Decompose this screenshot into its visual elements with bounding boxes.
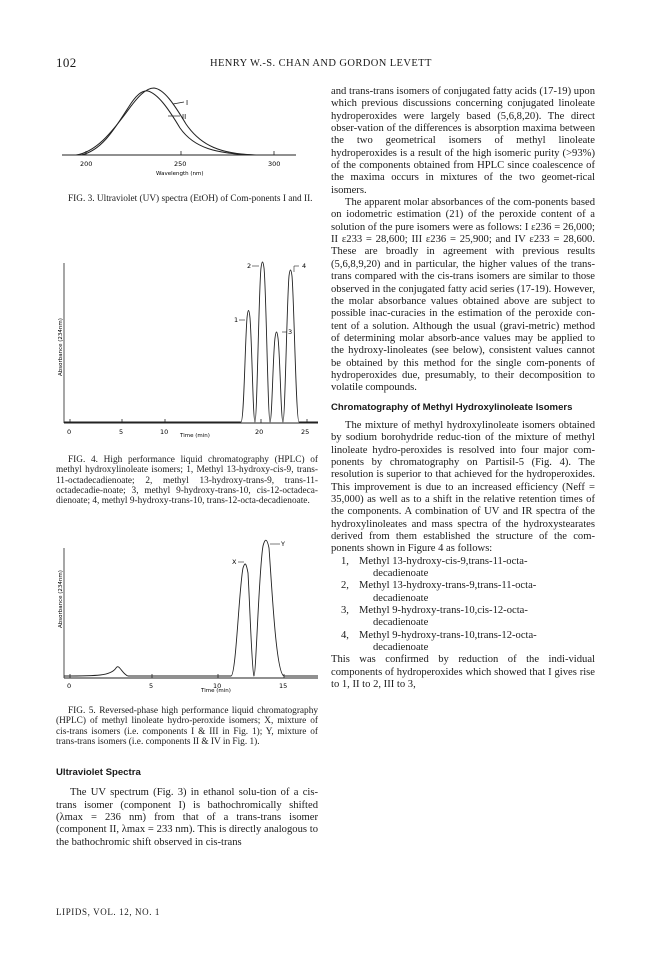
list-item: 1, Methyl 13-hydroxy-cis-9,trans-11-octa- decadienoate: [341, 555, 528, 580]
fig4-xlabel: Time (min): [180, 433, 210, 439]
section-heading-uv: Ultraviolet Spectra: [56, 767, 141, 778]
fig4-tick-5: 5: [119, 428, 124, 436]
fig5-caption: FIG. 5. Reversed-phase high performance liquid chromatography (HPLC) of methyl linoleate hydro-peroxide isomers; X, mixture of cis-trans isomers (i.e. components I & III in Fig. 1); Y, mixture of trans-trans isomers (i.e. components II & IV in Fig. 1).: [56, 706, 318, 747]
fig4-tick-10: 10: [160, 428, 169, 436]
fig5-tick-5: 5: [149, 682, 154, 690]
fig4-ylabel: Absorbance (234nm): [58, 318, 64, 376]
fig4-peak-2: 2: [247, 262, 252, 270]
uv-paragraph: The UV spectrum (Fig. 3) in ethanol solu-tion of a cis-trans isomer (component I) is bathochromically shifted (λmax = 236 nm) from that of a trans-trans isomer (component II, λmax = 233 nm). This is directly analogous to the bathochromic shift observed in cis-trans: [56, 787, 318, 848]
fig3-tick-250: 250: [174, 160, 187, 168]
fig5-tick-15: 15: [279, 682, 288, 690]
para-chromatography: The mixture of methyl hydroxylinoleate isomers obtained by sodium borohydride reduc-tion of the mixture of methyl linoleate hydro-peroxides is resolved into four major com-ponents by chromatography on Partisil-5 (Fig. 4). The resolution is superior to that achieved for the hydroperoxides. This improvement is due to an increased efficiency (Neff = 35,000) as well as to a shift in the relative retention times of the components. A combination of UV and IR spectra of the hydroxylinoleates and mass spectra of the hydroxystearates derived from them established the structure of the com-ponents shown in Figure 4 as follows:: [331, 419, 595, 555]
fig4-tick-0: 0: [67, 428, 72, 436]
fig5-xlabel: Time (min): [201, 688, 231, 694]
fig3-xlabel: Wavelength (nm): [156, 171, 204, 177]
right-column: [331, 86, 595, 692]
running-head: HENRY W.-S. CHAN AND GORDON LEVETT: [210, 58, 432, 69]
para-molar-absorbance: The apparent molar absorbances of the com-ponents based on iodometric estimation (21) of the peroxide content of a solution of the pure isomers were as follows: I ε236 = 26,000; II ε233 = 28,600; III ε236 = 25,900; and IV ε233 = 28,600. These are broadly in agreement with previous results (5,6,8,9,20) and in particular, the higher values of the trans-trans compared with the cis-trans isomers are similar to those observed in the conjugated fatty acid series (17-19). However, the molar absorbance values obtained above are subject to possible inac-curacies in the estimation of the peroxide con-tent of a solution. Although the usual (gravi-metric) method of determining molar absorb-ance values may be applied to the hydroxy-linoleates (see below), consistent values cannot be obtained by this method for the single com-ponents of hydroperoxides due, presumably, to their decomposition to volatile compounds.: [331, 197, 595, 394]
para-confirmation: This was confirmed by reduction of the indi-vidual components of hydroperoxides which showed that I gives rise to 1, II to 2, III to 3,: [331, 654, 595, 691]
fig4-caption: FIG. 4. High performance liquid chromatography (HPLC) of methyl hydroxylinoleate isomers; 1, Methyl 13-hydroxy-cis-9, trans-11-octadecadienoate; 2, methyl 13-hydroxy-trans-9, trans-11-octadecadie-noate; 3, methyl 9-hydroxy-trans-10, cis-12-octadeca-dienoate; 4, methyl 9-hydroxy-trans-10, trans-12-octa-decadienoate.: [56, 455, 318, 507]
fig5-trace: [64, 540, 318, 676]
page-number: 102: [56, 55, 77, 70]
para-continuation: and trans-trans isomers of conjugated fatty acids (17-19) upon which previous discussions concerning conjugated linoleate hydroperoxides were largely based (5,6,8,20). The direct obser-vation of the differences is absorption maxima between the two geometrical isomers of methyl linoleate hydroperoxides is a result of the high isomeric purity (>93%) of the components obtained from HPLC since coalescence of the maxima occurs in mixtures of the two geomet-rical isomers.: [331, 86, 595, 196]
list-item: 4, Methyl 9-hydroxy-trans-10,trans-12-octa- decadienoate: [341, 629, 537, 654]
fig3-curve-i: [76, 88, 256, 155]
fig5-reversed-phase-hplc: [56, 528, 326, 698]
fig4-hplc-chromatogram: [56, 248, 326, 448]
fig4-tick-20: 20: [255, 428, 264, 436]
fig4-peak-3: 3: [288, 328, 293, 336]
fig5-tick-0: 0: [67, 682, 72, 690]
fig3-tick-200: 200: [80, 160, 93, 168]
list-item: 2, Methyl 13-hydroxy-trans-9,trans-11-octa- decadienoate: [341, 580, 537, 604]
component-list: [331, 556, 595, 655]
fig4-peak-1: 1: [234, 316, 239, 324]
fig5-tick-10: 10: [213, 682, 222, 690]
journal-footer: LIPIDS, VOL. 12, NO. 1: [56, 907, 161, 917]
fig3-uv-spectrum: [56, 78, 316, 188]
fig4-peak-4: 4: [302, 262, 307, 270]
fig4-tick-25: 25: [301, 428, 310, 436]
fig3-caption: FIG. 3. Ultraviolet (UV) spectra (EtOH) of Com-ponents I and II.: [68, 194, 313, 204]
fig3-label-i: I: [186, 99, 189, 107]
fig5-peak-x: X: [232, 558, 237, 566]
list-item: 3, Methyl 9-hydroxy-trans-10,cis-12-octa- decadienoate: [341, 605, 528, 629]
section-heading-chromatography: Chromatography of Methyl Hydroxylinoleate Isomers: [331, 401, 573, 413]
left-column: [56, 767, 318, 849]
fig3-label-ii: II: [182, 113, 187, 121]
fig5-peak-y: Y: [281, 540, 285, 548]
fig5-ylabel: Absorbance (234nm): [58, 570, 64, 628]
fig4-trace: [64, 262, 318, 422]
fig3-tick-300: 300: [268, 160, 281, 168]
fig3-curve-ii: [81, 91, 256, 155]
